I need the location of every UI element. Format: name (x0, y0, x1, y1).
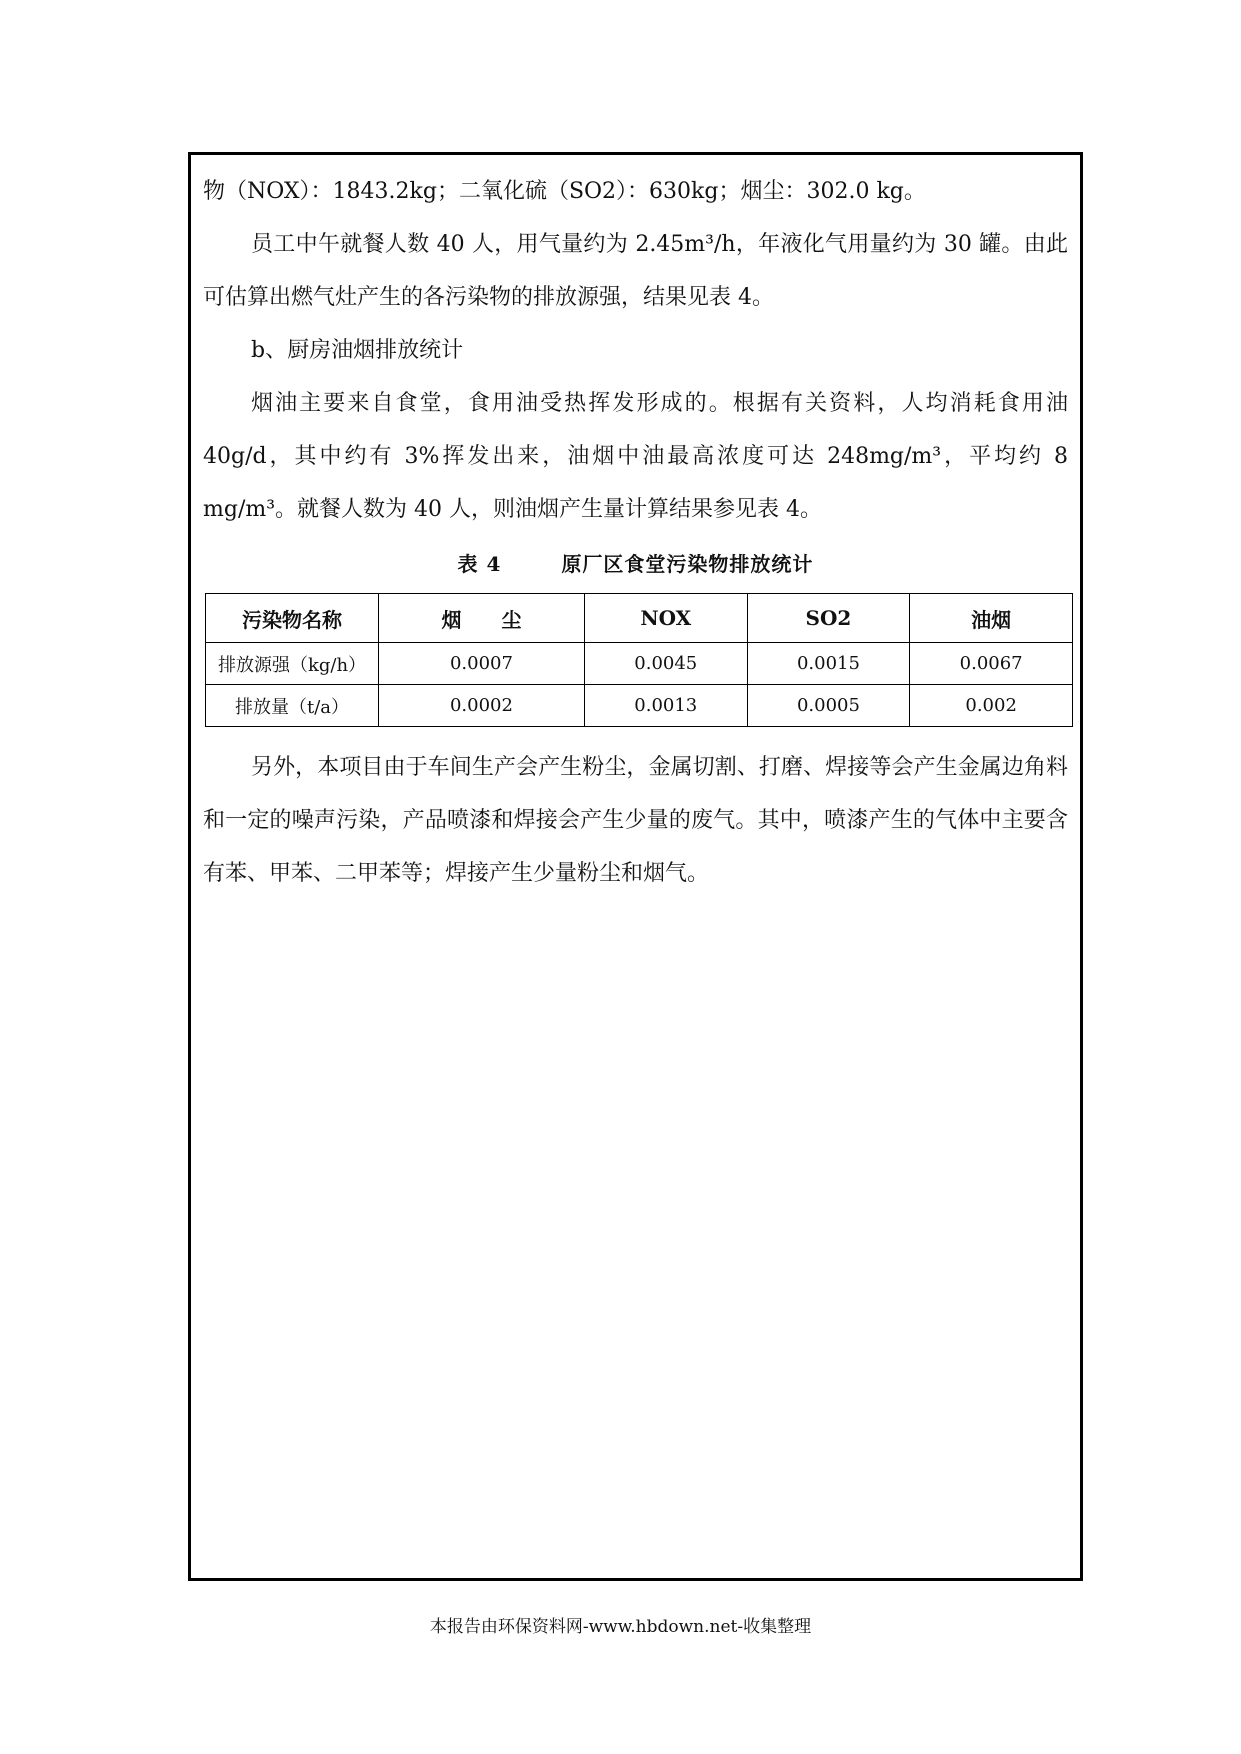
table-cell: 0.0007 (379, 643, 585, 685)
table-caption-title: 原厂区食堂污染物排放统计 (561, 552, 814, 576)
paragraph-gas-usage: 员工中午就餐人数 40 人，用气量约为 2.45m³/h，年液化气用量约为 30 罐。由此可估算出燃气灶产生的各污染物的排放源强，结果见表 4。 (203, 232, 1068, 310)
table-row (206, 685, 1073, 727)
table-row (206, 643, 1073, 685)
paragraph-oil-fumes: 烟油主要来自食堂，食用油受热挥发形成的。根据有关资料，人均消耗食用油 40g/d，其中约有 3%挥发出来，油烟中油最高浓度可达 248mg/m³，平均约 8 mg/m³。就餐人数为 40 人，则油烟产生量计算结果参见表 4。 (203, 391, 1068, 522)
table-cell: 0.002 (910, 685, 1073, 727)
table-cell: 0.0067 (910, 643, 1073, 685)
header-so2: SO2 (747, 594, 910, 643)
paragraph-emissions-summary: 物（NOX）：1843.2kg；二氧化硫（SO2）：630kg；烟尘：302.0 kg。 (203, 179, 926, 204)
emission-table (205, 593, 1073, 727)
table-cell: 0.0015 (747, 643, 910, 685)
paragraph-other-pollution: 另外，本项目由于车间生产会产生粉尘，金属切割、打磨、焊接等会产生金属边角料和一定的噪声污染，产品喷漆和焊接会产生少量的废气。其中，喷漆产生的气体中主要含有苯、甲苯、二甲苯等；焊接产生少量粉尘和烟气。 (203, 755, 1068, 886)
row-label: 排放源强（kg/h） (206, 643, 379, 685)
table-caption-number: 表 4 (457, 552, 502, 576)
section-heading-kitchen-fumes: b、厨房油烟排放统计 (251, 338, 464, 363)
header-oil-fume: 油烟 (910, 594, 1073, 643)
table-cell: 0.0045 (584, 643, 747, 685)
page-footer: 本报告由环保资料网-www.hbdown.net-收集整理 (429, 1617, 812, 1637)
row-label: 排放量（t/a） (206, 685, 379, 727)
table-cell: 0.0013 (584, 685, 747, 727)
content-frame (188, 152, 1083, 1581)
content-area (203, 165, 1068, 900)
header-pollutant-name: 污染物名称 (206, 594, 379, 643)
table-cell: 0.0005 (747, 685, 910, 727)
header-nox: NOX (584, 594, 747, 643)
table-cell: 0.0002 (379, 685, 585, 727)
table-header-row (206, 594, 1073, 643)
header-smoke-dust: 烟 尘 (379, 594, 585, 643)
table-caption (203, 548, 1068, 577)
